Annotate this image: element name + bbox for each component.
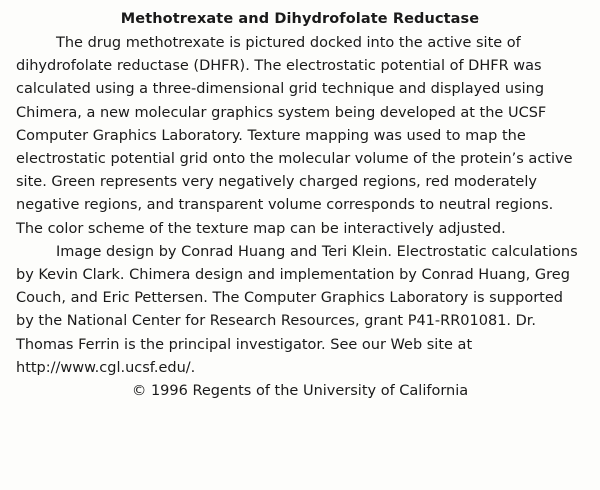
- document-title: Methotrexate and Dihydrofolate Reductase: [120, 11, 480, 27]
- copyright-notice: © 1996 Regents of the University of California: [131, 383, 469, 400]
- credits-paragraph: Image design by Conrad Huang and Teri Klein. Electrostatic calculations by Kevin Clark. Chimera design and implementation by Conrad Huang, Greg Couch, and Eric Pettersen. The Computer Graphics Laboratory is supported by the National Center for Research Resources, grant P41-RR01081. Dr. Thomas Ferrin is the principal investigator. See our Web site at http://www.cgl.ucsf.edu/.: [16, 243, 578, 376]
- description-paragraph: The drug methotrexate is pictured docked into the active site of dihydrofolate reductase (DHFR). The electrostatic potential of DHFR was calculated using a three-dimensional grid technique and displayed using Chimera, a new molecular graphics system being developed at the UCSF Computer Graphics Laboratory. Texture mapping was used to map the electrostatic potential grid onto the molecular volume of the protein’s active site. Green represents very negatively charged regions, red moderately negative regions, and transparent volume corresponds to neutral regions. The color scheme of the texture map can be interactively adjusted.: [16, 35, 573, 237]
